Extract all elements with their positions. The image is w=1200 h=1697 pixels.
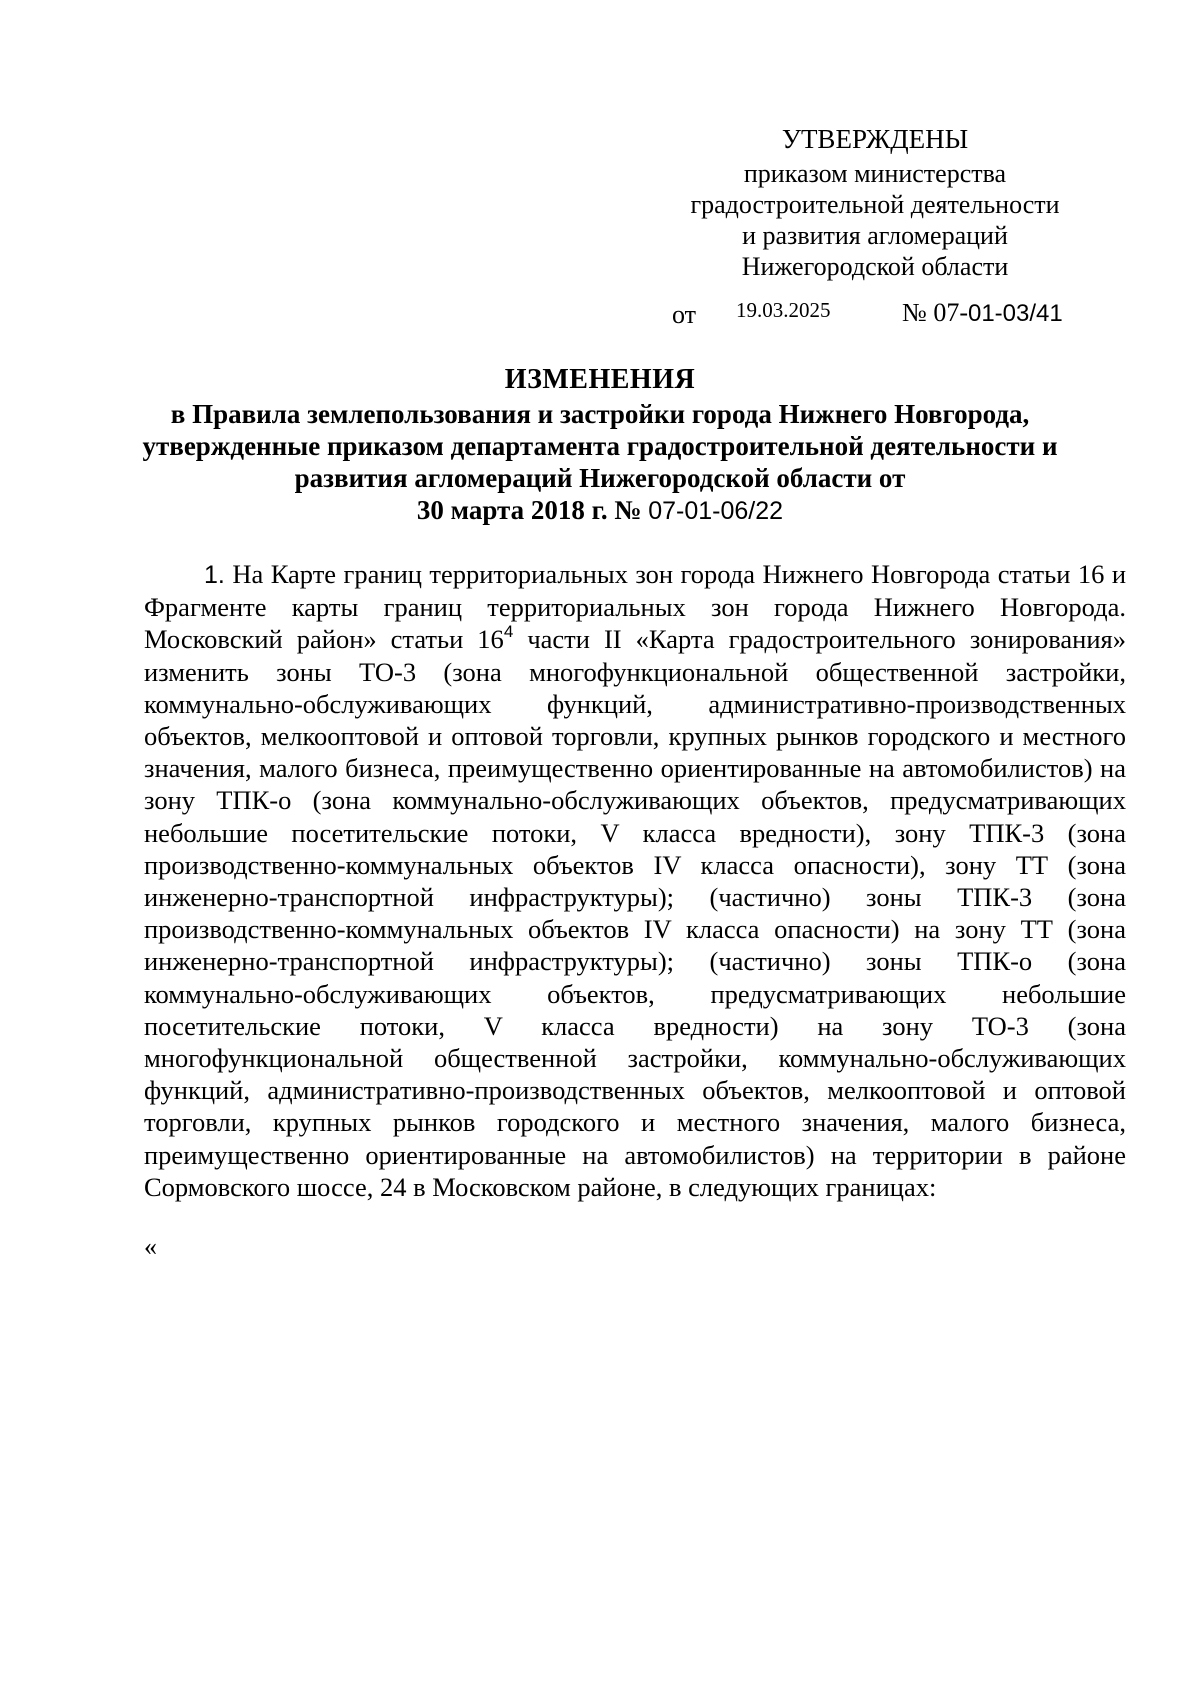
heading-title: ИЗМЕНЕНИЯ: [504, 364, 696, 395]
heading-line-4: [130, 494, 1070, 527]
opening-quote-mark: «: [144, 1232, 157, 1261]
approval-line-1: приказом министерства: [743, 159, 1007, 188]
order-number: [902, 298, 1063, 328]
approval-stamp-block: [660, 124, 1090, 282]
heading-line-3: развития агломераций Нижегородской области от: [294, 463, 906, 493]
order-date: 19.03.2025: [736, 298, 831, 322]
order-number-main: 07-: [933, 298, 968, 327]
heading-line-2: утвержденные приказом департамента градостроительной деятельности и: [142, 431, 1058, 461]
approval-line-3: и развития агломераций: [742, 221, 1008, 250]
heading-date-prefix: 30 марта 2018 г. №: [416, 495, 649, 525]
article-superscript: 4: [503, 621, 514, 641]
approval-line-2: градостроительной деятельности: [690, 190, 1060, 219]
paragraph-1: [144, 558, 1126, 1203]
approval-title: УТВЕРЖДЕНЫ: [781, 124, 969, 154]
order-date-prefix: от: [672, 300, 697, 329]
document-heading: [130, 364, 1070, 527]
approval-line-4: Нижегородской области: [741, 252, 1009, 281]
paragraph-number: 1.: [204, 561, 225, 589]
paragraph-text-end: части II «Карта градостроительного зонирования» изменить зоны ТО-3 (зона многофункциональной общественной застройки, коммунально-обслуживающих функций, административно-производственных объектов, мелкооптовой и оптовой торговли, крупных рынков городского и местного значения, малого бизнеса, преимущественно ориентированные на автомобилистов) на зону ТПК-о (зона коммунально-обслуживающих объектов, предусматривающих небольшие посетительские потоки, V класса вредности), зону ТПК-3 (зона производственно-коммунальных объектов IV класса опасности), зону ТТ (зона инженерно-транспортной инфраструктуры); (частично) зоны ТПК-3 (зона производственно-коммунальных объектов IV класса опасности) на зону ТТ (зона инженерно-транспортной инфраструктуры); (частично) зоны ТПК-о (зона коммунально-обслуживающих объектов, предусматривающих небольшие посетительские потоки, V класса вредности) на зону ТО-3 (зона многофункциональной общественной застройки, коммунально-обслуживающих функций, административно-производственных объектов, мелкооптовой и оптовой торговли, крупных рынков городского и местного значения, малого бизнеса, преимущественно ориентированные на автомобилистов) на территории в районе Сормовского шоссе, 24 в Московском районе, в следующих границах:: [144, 624, 1126, 1202]
order-number-rest: 01-03/41: [967, 300, 1063, 327]
order-date-number-line: [672, 298, 1092, 330]
heading-order-number: 07-01-06/22: [648, 497, 784, 525]
heading-line-1: в Правила землепользования и застройки города Нижнего Новгорода,: [170, 399, 1030, 429]
order-number-prefix: №: [902, 298, 934, 327]
paragraph-text-start: На Карте границ территориальных зон города Нижнего Новгорода статьи 16 и Фрагменте карты границ территориальных зон города Нижнего Новгорода. Московский район» статьи 16: [144, 559, 1126, 655]
body-text: [144, 558, 1126, 1203]
